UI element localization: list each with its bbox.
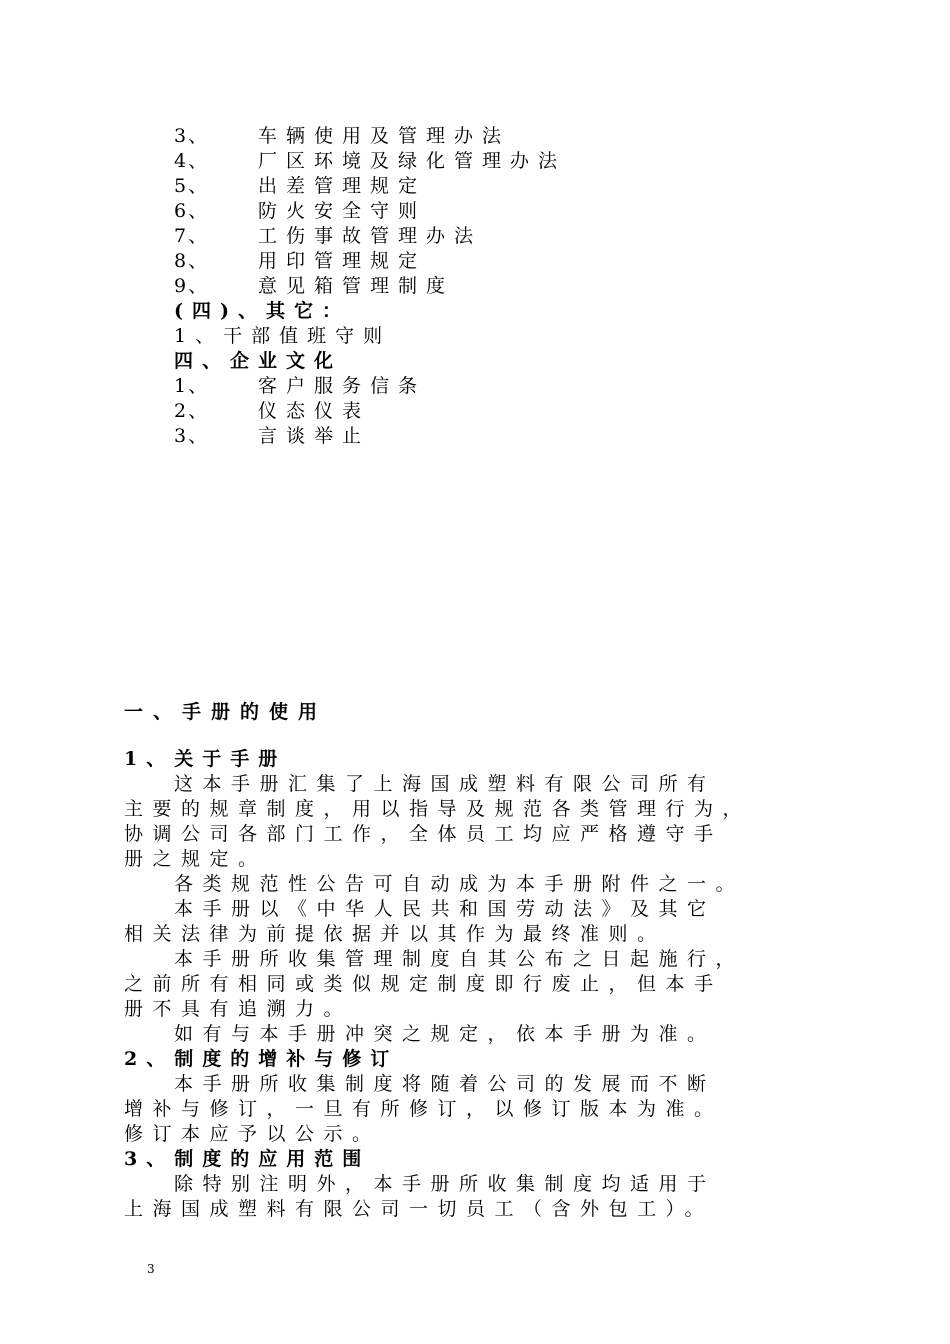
toc-item: 5、 出差管理规定 (174, 175, 427, 197)
paragraph-line: 之前所有相同或类似规定制度即行废止，但本手 (124, 973, 723, 995)
subsection-heading: 2、制度的增补与修订 (124, 1048, 399, 1070)
toc-item: 4、 厂区环境及绿化管理办法 (174, 150, 567, 172)
paragraph-line: 协调公司各部门工作，全体员工均应严格遵守手 (124, 823, 723, 845)
paragraph-line: 增补与修订，一旦有所修订，以修订版本为准。 (124, 1098, 723, 1120)
paragraph-line: 如有与本手册冲突之规定，依本手册为准。 (174, 1023, 716, 1045)
paragraph-line: 上海国成塑料有限公司一切员工（含外包工）。 (124, 1198, 714, 1220)
toc-item: 6、 防火安全守则 (174, 200, 427, 222)
paragraph-line: 除特别注明外，本手册所收集制度均适用于 (174, 1173, 716, 1195)
section-title: 一、手册的使用 (124, 701, 328, 723)
toc-item: 1、 客户服务信条 (174, 375, 427, 397)
paragraph-line: 本手册以《中华人民共和国劳动法》及其它 (174, 898, 716, 920)
subsection-heading: 1、关于手册 (124, 748, 287, 770)
paragraph-line: 这本手册汇集了上海国成塑料有限公司所有 (174, 773, 716, 795)
toc-item: 9、 意见箱管理制度 (174, 275, 455, 297)
paragraph-line: 本手册所收集管理制度自其公布之日起施行， (174, 948, 745, 970)
toc-item: 2、 仪态仪表 (174, 400, 371, 422)
table-of-contents (174, 124, 566, 449)
paragraph-line: 本手册所收集制度将随着公司的发展而不断 (174, 1073, 716, 1095)
toc-item: 8、 用印管理规定 (174, 250, 427, 272)
toc-heading: 四、企业文化 (174, 350, 343, 372)
paragraph-line: 各类规范性公告可自动成为本手册附件之一。 (174, 873, 745, 895)
toc-item: 7、 工伤事故管理办法 (174, 225, 483, 247)
paragraph-line: 相关法律为前提依据并以其作为最终准则。 (124, 923, 666, 945)
paragraph-line: 主要的规章制度，用以指导及规范各类管理行为， (124, 798, 752, 820)
toc-item: 3、 车辆使用及管理办法 (174, 125, 511, 147)
subsection-heading: 3、制度的应用范围 (124, 1148, 371, 1170)
paragraph-line: 修订本应予以公示。 (124, 1123, 381, 1145)
paragraph-line: 册不具有追溯力。 (124, 998, 353, 1020)
toc-subheading: (四)、其它： (174, 300, 350, 322)
paragraph-line: 册之规定。 (124, 848, 267, 870)
page-number: 3 (147, 1262, 155, 1276)
section-body (124, 747, 844, 1222)
toc-item: 1、干部值班守则 (174, 325, 392, 347)
toc-item: 3、 言谈举止 (174, 425, 371, 447)
